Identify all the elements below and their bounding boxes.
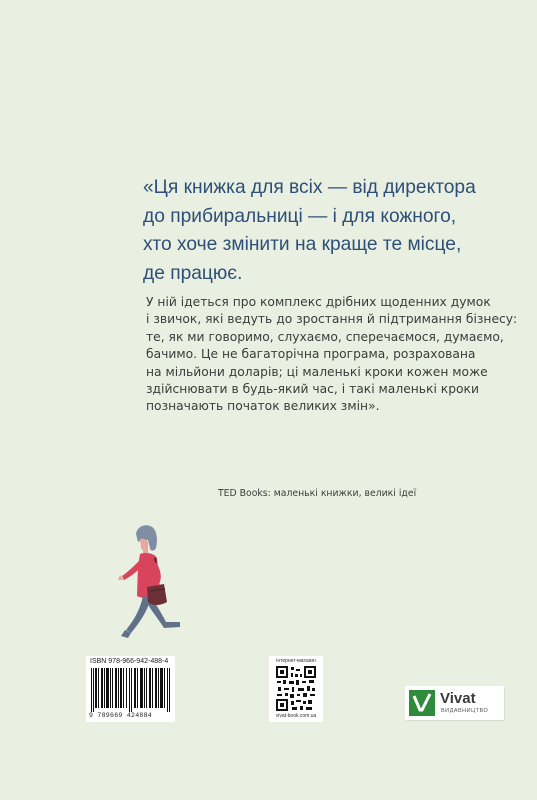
quote-line: де працює.: [143, 262, 243, 284]
series-tagline: TED Books: маленькі книжки, великі ідеї: [218, 488, 417, 499]
pull-quote: [143, 174, 523, 288]
description-line: на мільйони доларів; ці маленькі кроки кожен може: [146, 364, 488, 379]
description-line: те, як ми говоримо, слухаємо, сперечаємося, думаємо,: [146, 329, 504, 344]
vivat-logo-icon: [409, 690, 435, 716]
publisher-name: Vivat: [440, 690, 476, 707]
quote-line: хто хоче змінити на краще те місце,: [143, 234, 462, 255]
description-line: здійснювати в будь-який час, і такі маленькі кроки: [146, 382, 479, 397]
quote-line: до прибиральниці — і для кожного,: [143, 205, 457, 227]
qr-bottom-label: vivat-book.com.ua: [275, 713, 317, 719]
qr-code-image: [276, 666, 316, 711]
description-line: і звичок, які ведуть до зростання й підтримання бізнесу:: [146, 312, 518, 327]
walking-woman-illustration: [100, 518, 200, 648]
barcode-panel: [86, 656, 175, 722]
publisher-subtitle: ВИДАВНИЦТВО: [441, 708, 489, 714]
barcode-image: [91, 668, 170, 712]
qr-panel: [269, 656, 323, 722]
barcode-digits: 9 789669 424884: [89, 712, 153, 719]
publisher-logo: [405, 686, 504, 720]
description-line: позначають початок великих змін».: [146, 399, 380, 414]
description-line: У ній ідеться про комплекс дрібних щоденних думок: [146, 295, 491, 309]
description-paragraph: [146, 294, 518, 416]
isbn-label: ISBN 978-966-942-488-4: [90, 658, 169, 665]
description-line: бачимо. Це не багаторічна програма, розрахована: [146, 347, 476, 362]
qr-top-label: інтернет-магазин: [276, 658, 316, 664]
quote-line: «Ця книжка для всіх — від директора: [143, 177, 476, 198]
